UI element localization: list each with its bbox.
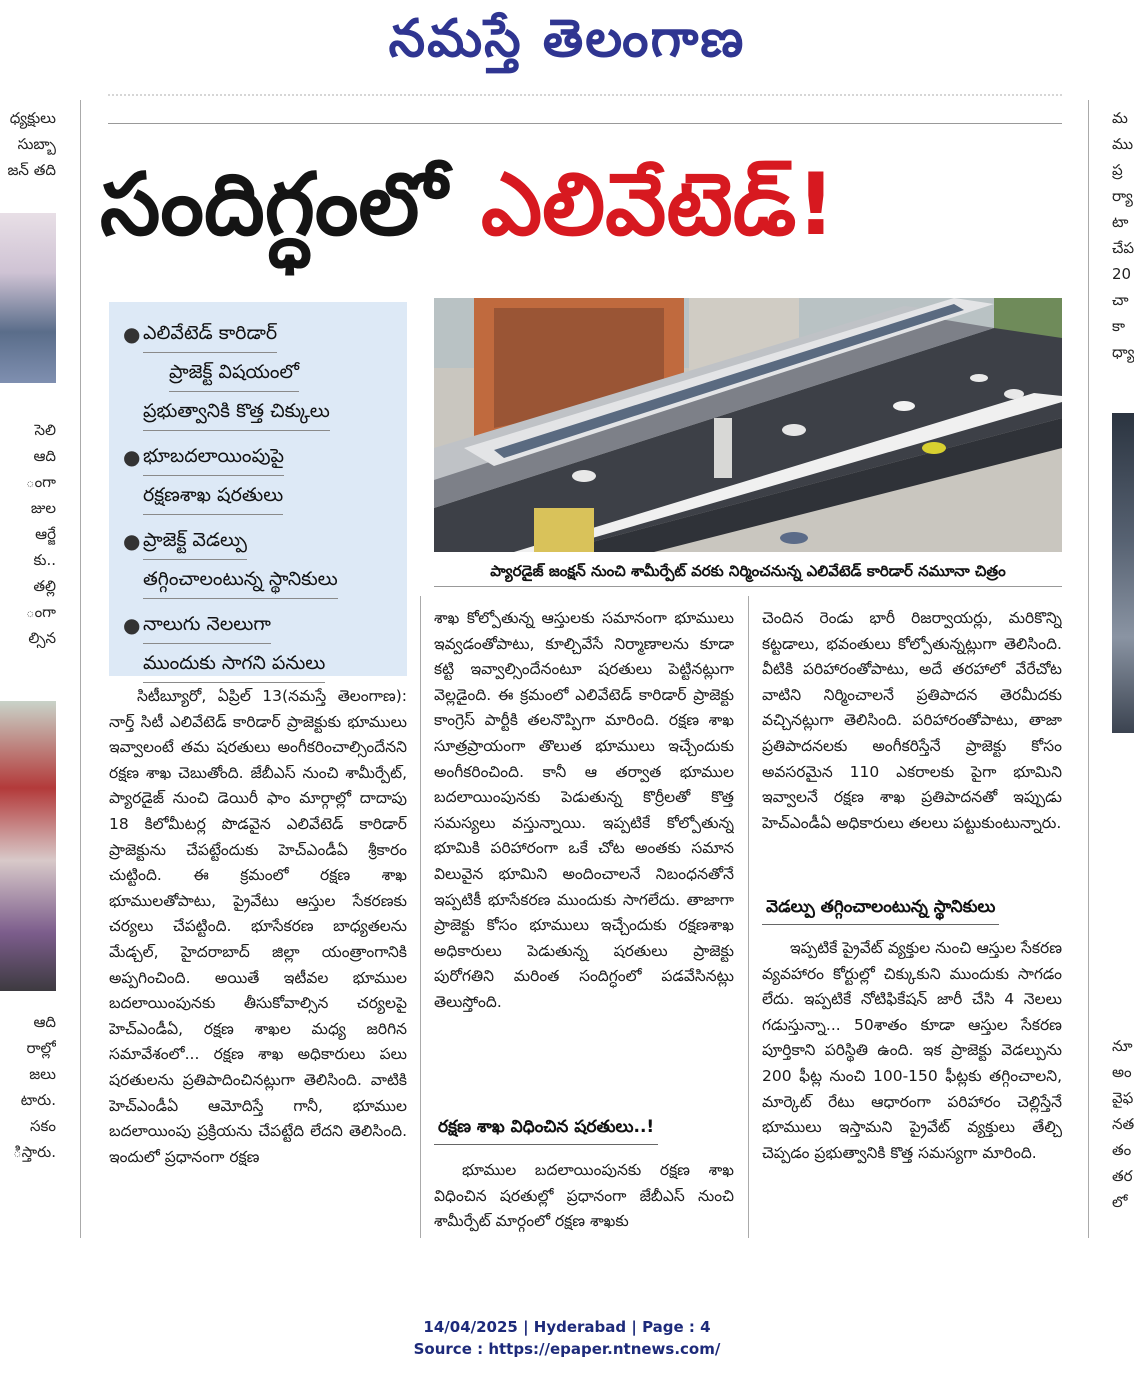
left-edge-column [0,105,56,1245]
article-paragraph: చెందిన రెండు భారీ రిజర్వాయర్లు, మరికొన్ని కట్టడాలు, భవంతులు కోల్పోతున్నట్లుగా తెలిసింది. వీటికి పరిహారంతోపాటు, అదే తరహాలో వేరేచోట వాటిని నిర్మించాలనే ప్రతిపాదన తెరమీదకు వచ్చినట్లుగా తెలిసింది. పరిహారంతోపాటు, తాజా ప్రతిపాదనలకు అంగీకరిస్తేనే ప్రాజెక్టు కోసం అవసరమైన 110 ఎకరాలకు పైగా భూమిని ఇవ్వాలనే రక్షణ శాఖ ప్రతిపాదనతో ఇప్పుడు హెచ్ఎండీఏ అధికారులు తలలు పట్టుకుంటున్నారు. [762,609,1062,832]
right-fragment: మ [1112,109,1128,127]
bullet-dot-icon: ● [123,613,141,637]
article-column-3 [762,606,1062,884]
right-fragment: ప్ర [1112,161,1123,179]
right-fragment: లో [1112,1193,1128,1211]
left-fragment: జుల [30,499,56,517]
photo-caption: ప్యారడైజ్ జంక్షన్ నుంచి శామీర్పేట్ వరకు నిర్మించనున్న ఎలివేటెడ్ కారిడార్ నమూనా చిత్రం [490,562,1006,580]
right-fragment: అం [1112,1063,1132,1081]
article-column-2 [434,606,734,1096]
left-fragment: కు.. [33,551,56,569]
left-fragment: ంగా [25,603,56,621]
article-column-3b [762,936,1062,1242]
highlight-line: నాలుగు నెలలుగా [143,605,271,644]
highlight-line: ప్రాజెక్ట్ విషయంలో [169,353,299,392]
right-fragment: ర్యా [1112,187,1133,205]
highlight-line: రక్షణశాఖ షరతులు [143,476,283,515]
right-photo [1112,413,1134,733]
left-fragment: జలు [29,1065,56,1083]
highlight-item [123,521,397,599]
caption-rule [434,586,1062,587]
subhead-conditions: రక్షణ శాఖ విధించిన షరతులు..! [434,1110,658,1145]
article-paragraph: భూముల బదలాయింపునకు రక్షణ శాఖ విధించిన షరతుల్లో ప్రధానంగా జేబీఎస్ నుంచి శామీర్పేట్ మార్గంలో రక్షణ శాఖకు [434,1161,734,1231]
article-paragraph: ఇప్పటికే ప్రైవేట్ వ్యక్తుల నుంచి ఆస్తుల సేకరణ వ్యవహారం కోర్టుల్లో చిక్కుకుని ముందుకు సాగడం లేదు. ఇప్పటికే నోటిఫికేషన్ జారీ చేసి 4 నెలలు గడుస్తున్నా... 50శాతం కూడా ఆస్తుల సేకరణ పూర్తికాని పరిస్థితి ఉంది. ఇక ప్రాజెక్టు వెడల్పును 200 ఫీట్ల నుంచి 100-150 ఫీట్లకు తగ్గించాలని, మార్కెట్ రేటు ఆధారంగా పరిహారం చెల్లిస్తేనే భూములు ఇస్తామని ప్రైవేట్ వ్యక్తులు తేల్చి చెప్పడం ప్రభుత్వానికి కొత్త సమస్యగా మారింది. [762,939,1062,1162]
highlight-item [123,605,397,683]
right-fragment: తర [1112,1167,1133,1185]
right-fragment: చేప [1112,239,1134,257]
left-fragment: ఆది [33,1013,56,1031]
highlight-line: ప్రాజెక్ట్ వెడల్పు [143,521,247,560]
highlight-line: ఎలివేటెడ్ కారిడార్ [143,314,277,353]
headline-part-black: సందిగ్ధంలో [100,155,447,255]
bullet-dot-icon: ● [123,529,141,553]
right-edge-column [1112,105,1134,1245]
article-paragraph: శాఖ కోల్పోతున్న ఆస్తులకు సమానంగా భూములు ఇవ్వడంతోపాటు, కూల్చివేసే నిర్మాణాలను కూడా కట్టి ఇవ్వాల్సిందేనంటూ షరతులు పెట్టినట్లుగా వెల్లడైంది. ఈ క్రమంలో ఎలివేటెడ్ కారిడార్ ప్రాజెక్టు కాంగ్రెస్ పార్టీకి తలనొప్పిగా మారింది. రక్షణ శాఖ సూత్రప్రాయంగా తొలుత భూములు ఇచ్చేందుకు అంగీకరించింది. కానీ ఆ తర్వాత భూముల బదలాయింపునకు పెడుతున్న కొర్రీలతో కొత్త సమస్యలు వస్తున్నాయి. ఇప్పటికే కోల్పోతున్న భూమికి పరిహారంగా ఒకే చోట అంతకు సమాన విలువైన భూమిని అందించాలనే నిబంధనతోనే ఇప్పటికీ భూసేకరణ ముందుకు సాగలేదు. తాజాగా ప్రాజెక్టు కోసం భూములు ఇచ్చేందుకు రక్షణశాఖ అధికారులు పెడుతున్న షరతులు ప్రాజెక్టు పురోగతిని మరింత సందిగ్ధంలో పడవేసినట్లు తెలుస్తోంది. [434,609,734,1011]
highlights-box [109,302,407,676]
left-fragment: ంగా [25,473,56,491]
right-edge-divider [1088,100,1089,1238]
right-fragment: నూ [1112,1037,1133,1055]
right-fragment: ధ్యా [1112,343,1134,361]
left-fragment: ిస్తారు. [13,1143,56,1161]
left-fragment: సెలి [34,421,56,439]
right-fragment: కా [1112,317,1126,335]
left-fragment: ధ్యక్షులు [9,109,56,127]
highlight-item [123,437,397,515]
left-fragment: సకం [30,1117,56,1135]
top-rule [108,123,1062,124]
footer-date-page: 14/04/2025 | Hyderabad | Page : 4 [423,1318,711,1336]
top-strip-fragment [108,94,1062,106]
headline-part-red: ఎలివేటెడ్! [480,155,836,255]
subhead-width-wrap [762,890,1062,925]
highlight-line: భూబదలాయింపుపై [143,437,284,476]
headline [100,145,1070,275]
left-edge-divider [80,100,81,1238]
column-divider [420,596,421,1238]
left-fragment: సుబ్బా [17,135,56,153]
bullet-dot-icon: ● [123,322,141,346]
right-fragment: ము [1112,135,1134,153]
left-fragment: ఆది [33,447,56,465]
right-fragment: 20 [1112,265,1132,283]
left-fragment: ల్సిన [28,629,56,647]
highlight-line: తగ్గించాలంటున్న స్థానికులు [143,560,338,599]
corridor-photo [434,298,1062,552]
right-fragment: వైఫ [1112,1089,1134,1107]
left-photo-women [0,213,56,383]
article-column-2b [434,1158,734,1240]
highlight-line: ప్రభుత్వానికి కొత్త చిక్కులు [143,392,330,431]
subhead-width: వెడల్పు తగ్గించాలంటున్న స్థానికులు [762,890,999,925]
left-fragment: రాల్లో [26,1039,56,1057]
right-fragment: చా [1112,291,1129,309]
left-fragment: టారు. [20,1091,56,1109]
subhead-conditions-wrap [434,1110,734,1145]
column-divider [748,596,749,1238]
footer-source-link[interactable]: Source : https://epaper.ntnews.com/ [413,1340,721,1358]
highlight-item [123,314,397,431]
bullet-dot-icon: ● [123,445,141,469]
masthead-logo[interactable]: నమస్తే తెలంగాణ [388,8,746,69]
left-fragment: తల్లి [33,577,56,595]
right-fragment: టా [1112,213,1129,231]
highlight-line: ముందుకు సాగని పనులు [143,644,325,683]
right-fragment: నత [1112,1115,1134,1133]
right-fragment: తం [1112,1141,1132,1159]
corridor-photo-illustration [434,298,1062,552]
article-column-1 [109,684,407,1244]
left-fragment: ఆర్జే [35,525,56,543]
left-photo-crowd [0,701,56,991]
left-fragment: జన్ తది [7,161,56,179]
article-paragraph: సిటీబ్యూరో, ఏప్రిల్ 13(నమస్తే తెలంగాణ): నార్త్ సిటీ ఎలివేటెడ్ కారిడార్ ప్రాజెక్టుకు భూములు ఇవ్వాలంటే తమ షరతులు అంగీకరించాల్సిందేనని రక్షణ శాఖ చెబుతోంది. జేబీఎస్ నుంచి శామీర్పేట్, ప్యారడైజ్ నుంచి డెయిరీ ఫాం మార్గాల్లో దాదాపు 18 కిలోమీటర్ల పొడవైన ఎలివేటెడ్ కారిడార్ ప్రాజెక్టును చేపట్టేందుకు హెచ్ఎండీఏ శ్రీకారం చుట్టింది. ఈ క్రమంలో రక్షణ శాఖ భూములతోపాటు, ప్రైవేటు ఆస్తుల సేకరణకు చర్యలు చేపట్టింది. భూసేకరణ బాధ్యతలను మేడ్చల్, హైదరాబాద్ జిల్లా యంత్రాంగానికి అప్పగించింది. అయితే ఇటీవల భూముల బదలాయింపునకు తీసుకోవాల్సిన చర్యలపై హెచ్ఎండీఏ, రక్షణ శాఖల మధ్య జరిగిన సమావేశంలో... రక్షణ శాఖ అధికారులు పలు షరతులను ప్రతిపాదించినట్లుగా తెలిసింది. వాటికి హెచ్ఎండీఏ ఆమోదిస్తే గానీ, భూముల బదలాయింపు ప్రక్రియను చేపట్టేది లేదని తెలిసింది. ఇందులో ప్రధానంగా రక్షణ [109,687,407,1166]
